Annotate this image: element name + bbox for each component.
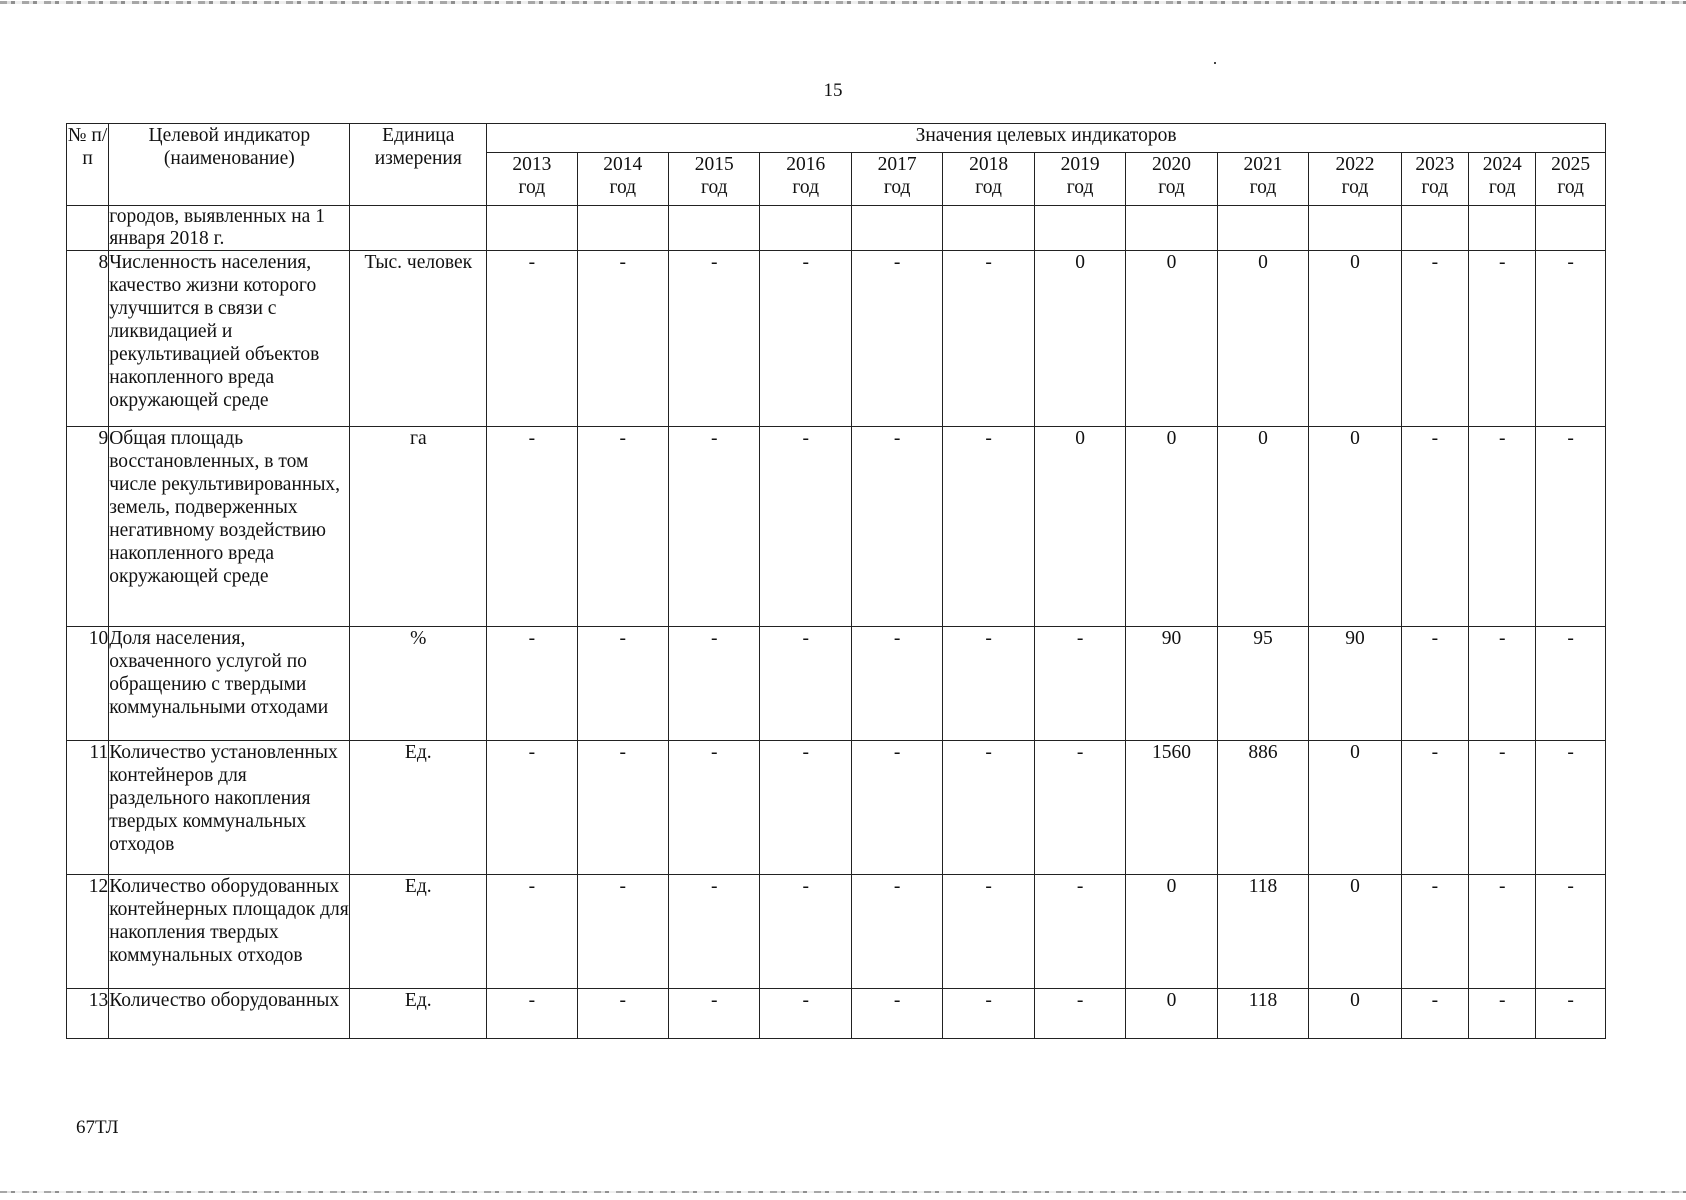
indicator-value-2014: - xyxy=(577,627,668,741)
table-row xyxy=(67,875,1606,989)
row-number: 11 xyxy=(67,741,109,875)
header-year-value: 2020 xyxy=(1152,154,1192,175)
indicator-value-2014: - xyxy=(577,251,668,427)
measurement-unit xyxy=(350,206,487,251)
indicator-value-2018: - xyxy=(943,741,1034,875)
row-number: 10 xyxy=(67,627,109,741)
row-number: 8 xyxy=(67,251,109,427)
indicator-name: Количество оборудованных xyxy=(109,989,350,1039)
header-year-2014 xyxy=(577,153,668,206)
indicator-value-2020: 90 xyxy=(1126,627,1217,741)
indicator-value-2013: - xyxy=(487,741,577,875)
indicator-value-2019: 0 xyxy=(1034,251,1125,427)
header-year-value: 2016 xyxy=(786,154,826,175)
document-code: 67ТЛ xyxy=(76,1117,119,1138)
indicator-value-2022: 0 xyxy=(1309,427,1401,627)
header-year-suffix: год xyxy=(1158,177,1185,198)
indicator-value-2019: 0 xyxy=(1034,427,1125,627)
table-row xyxy=(67,627,1606,741)
indicator-value-2014: - xyxy=(577,875,668,989)
indicator-value-2020: 0 xyxy=(1126,989,1217,1039)
indicator-value-2016: - xyxy=(760,741,851,875)
indicator-value-2014: - xyxy=(577,427,668,627)
target-indicators-table xyxy=(66,123,1606,1039)
indicator-value-2014: - xyxy=(577,741,668,875)
indicator-value-2024: - xyxy=(1469,427,1536,627)
measurement-unit: га xyxy=(350,427,487,627)
header-num: № п/п xyxy=(67,124,109,206)
indicator-value-2025 xyxy=(1536,206,1606,251)
indicator-value-2015: - xyxy=(669,251,760,427)
header-year-2025 xyxy=(1536,153,1606,206)
row-number: 12 xyxy=(67,875,109,989)
indicator-name: городов, выявленных на 1 января 2018 г. xyxy=(109,206,350,251)
indicator-value-2019 xyxy=(1034,206,1125,251)
indicator-value-2025: - xyxy=(1536,251,1606,427)
header-year-suffix: год xyxy=(1488,177,1516,198)
indicator-name: Количество установленных контейнеров для раздельного накопления твердых коммунальных отходов xyxy=(109,741,350,875)
indicator-value-2021 xyxy=(1217,206,1308,251)
indicator-value-2017: - xyxy=(851,989,942,1039)
indicator-value-2024: - xyxy=(1469,627,1536,741)
indicator-value-2021: 0 xyxy=(1217,427,1308,627)
indicator-value-2019: - xyxy=(1034,741,1125,875)
indicator-name: Общая площадь восстановленных, в том числе рекультивированных, земель, подверженных негативному воздействию накопленного вреда окружающей среде xyxy=(109,427,350,627)
table-row xyxy=(67,741,1606,875)
header-year-value: 2018 xyxy=(969,154,1009,175)
header-year-value: 2013 xyxy=(512,154,552,175)
header-year-value: 2014 xyxy=(603,154,643,175)
indicator-value-2015 xyxy=(669,206,760,251)
header-year-2015 xyxy=(669,153,760,206)
indicator-value-2020: 0 xyxy=(1126,251,1217,427)
header-year-2018 xyxy=(943,153,1034,206)
indicator-value-2025: - xyxy=(1536,989,1606,1039)
header-year-2022 xyxy=(1309,153,1401,206)
header-year-value: 2022 xyxy=(1335,154,1375,175)
row-number: 9 xyxy=(67,427,109,627)
header-values-group: Значения целевых индикаторов xyxy=(487,124,1606,153)
header-year-2017 xyxy=(851,153,942,206)
indicator-value-2018: - xyxy=(943,427,1034,627)
indicator-value-2020 xyxy=(1126,206,1217,251)
measurement-unit: Ед. xyxy=(350,875,487,989)
indicator-value-2024: - xyxy=(1469,875,1536,989)
indicator-value-2016: - xyxy=(760,989,851,1039)
indicator-value-2024: - xyxy=(1469,251,1536,427)
table-row xyxy=(67,251,1606,427)
header-year-suffix: год xyxy=(1249,177,1277,198)
indicator-name: Доля населения, охваченного услугой по обращению с твердыми коммунальными отходами xyxy=(109,627,350,741)
indicator-value-2023: - xyxy=(1401,741,1468,875)
indicator-value-2013: - xyxy=(487,875,577,989)
indicator-value-2016: - xyxy=(760,627,851,741)
indicator-value-2016 xyxy=(760,206,851,251)
indicator-value-2015: - xyxy=(669,875,760,989)
header-year-2016 xyxy=(760,153,851,206)
indicator-value-2024: - xyxy=(1469,741,1536,875)
indicator-value-2020: 0 xyxy=(1126,427,1217,627)
indicator-value-2023: - xyxy=(1401,875,1468,989)
scan-edge-bottom xyxy=(0,1191,1686,1193)
header-year-suffix: год xyxy=(975,177,1002,198)
indicator-value-2015: - xyxy=(669,741,760,875)
indicator-value-2023 xyxy=(1401,206,1468,251)
table-header xyxy=(67,124,1606,206)
table-row xyxy=(67,206,1606,251)
indicator-value-2024: - xyxy=(1469,989,1536,1039)
indicator-value-2014 xyxy=(577,206,668,251)
indicator-value-2024 xyxy=(1469,206,1536,251)
indicator-value-2013: - xyxy=(487,251,577,427)
indicator-value-2025: - xyxy=(1536,427,1606,627)
header-year-value: 2015 xyxy=(694,154,734,175)
indicator-value-2017: - xyxy=(851,251,942,427)
indicator-value-2013 xyxy=(487,206,577,251)
header-year-value: 2021 xyxy=(1243,154,1283,175)
indicator-value-2017: - xyxy=(851,427,942,627)
header-unit: Единица измерения xyxy=(350,124,487,206)
table-row xyxy=(67,989,1606,1039)
indicator-value-2023: - xyxy=(1401,989,1468,1039)
indicator-value-2017 xyxy=(851,206,942,251)
indicator-value-2022: 0 xyxy=(1309,989,1401,1039)
header-year-suffix: год xyxy=(792,177,820,198)
indicator-value-2018: - xyxy=(943,251,1034,427)
indicator-value-2022 xyxy=(1309,206,1401,251)
indicator-value-2021: 118 xyxy=(1217,989,1308,1039)
indicator-value-2023: - xyxy=(1401,427,1468,627)
header-year-suffix: год xyxy=(518,177,546,198)
header-year-value: 2025 xyxy=(1551,154,1591,175)
header-year-value: 2024 xyxy=(1482,154,1522,175)
page-number: 15 xyxy=(823,80,843,101)
header-year-value: 2019 xyxy=(1060,154,1100,175)
scan-speck xyxy=(1214,62,1216,64)
indicator-value-2017: - xyxy=(851,741,942,875)
indicator-value-2021: 118 xyxy=(1217,875,1308,989)
indicator-value-2020: 0 xyxy=(1126,875,1217,989)
indicator-value-2022: 90 xyxy=(1309,627,1401,741)
indicator-value-2013: - xyxy=(487,989,577,1039)
row-number: 13 xyxy=(67,989,109,1039)
header-year-value: 2017 xyxy=(877,154,917,175)
table-body xyxy=(67,206,1606,1039)
indicator-value-2018: - xyxy=(943,875,1034,989)
indicator-value-2017: - xyxy=(851,875,942,989)
indicator-value-2025: - xyxy=(1536,741,1606,875)
indicator-value-2015: - xyxy=(669,989,760,1039)
indicator-value-2022: 0 xyxy=(1309,875,1401,989)
header-year-suffix: год xyxy=(1557,177,1584,198)
indicator-value-2019: - xyxy=(1034,989,1125,1039)
header-year-suffix: год xyxy=(1066,177,1094,198)
indicator-value-2021: 95 xyxy=(1217,627,1308,741)
indicator-value-2018: - xyxy=(943,989,1034,1039)
indicator-value-2022: 0 xyxy=(1309,251,1401,427)
indicator-value-2019: - xyxy=(1034,875,1125,989)
header-year-2023 xyxy=(1401,153,1468,206)
measurement-unit: Ед. xyxy=(350,989,487,1039)
header-year-suffix: год xyxy=(1421,177,1449,198)
header-year-suffix: год xyxy=(609,177,637,198)
indicator-value-2014: - xyxy=(577,989,668,1039)
measurement-unit: Ед. xyxy=(350,741,487,875)
header-year-2013 xyxy=(487,153,577,206)
header-year-suffix: год xyxy=(883,177,911,198)
header-year-2020 xyxy=(1126,153,1217,206)
indicator-value-2013: - xyxy=(487,427,577,627)
table-row xyxy=(67,427,1606,627)
indicator-value-2015: - xyxy=(669,427,760,627)
header-year-2024 xyxy=(1469,153,1536,206)
indicator-value-2019: - xyxy=(1034,627,1125,741)
indicator-value-2013: - xyxy=(487,627,577,741)
indicator-value-2023: - xyxy=(1401,251,1468,427)
header-year-suffix: год xyxy=(700,177,728,198)
indicator-value-2016: - xyxy=(760,251,851,427)
measurement-unit: Тыс. человек xyxy=(350,251,487,427)
header-year-2019 xyxy=(1034,153,1125,206)
header-year-2021 xyxy=(1217,153,1308,206)
indicator-value-2016: - xyxy=(760,875,851,989)
header-indicator-name: Целевой индикатор (наименование) xyxy=(109,124,350,206)
indicator-value-2018 xyxy=(943,206,1034,251)
indicator-value-2015: - xyxy=(669,627,760,741)
indicator-value-2023: - xyxy=(1401,627,1468,741)
header-year-suffix: год xyxy=(1341,177,1369,198)
indicator-value-2017: - xyxy=(851,627,942,741)
scan-edge-top xyxy=(0,1,1686,4)
indicator-value-2025: - xyxy=(1536,627,1606,741)
indicator-value-2016: - xyxy=(760,427,851,627)
indicator-value-2018: - xyxy=(943,627,1034,741)
indicator-name: Количество оборудованных контейнерных площадок для накопления твердых коммунальных отходов xyxy=(109,875,350,989)
indicator-name: Численность населения, качество жизни которого улучшится в связи с ликвидацией и рекультивацией объектов накопленного вреда окружающей среде xyxy=(109,251,350,427)
indicator-value-2022: 0 xyxy=(1309,741,1401,875)
indicator-value-2021: 0 xyxy=(1217,251,1308,427)
row-number xyxy=(67,206,109,251)
indicator-value-2025: - xyxy=(1536,875,1606,989)
indicator-value-2021: 886 xyxy=(1217,741,1308,875)
measurement-unit: % xyxy=(350,627,487,741)
header-year-value: 2023 xyxy=(1415,154,1455,175)
indicator-value-2020: 1560 xyxy=(1126,741,1217,875)
